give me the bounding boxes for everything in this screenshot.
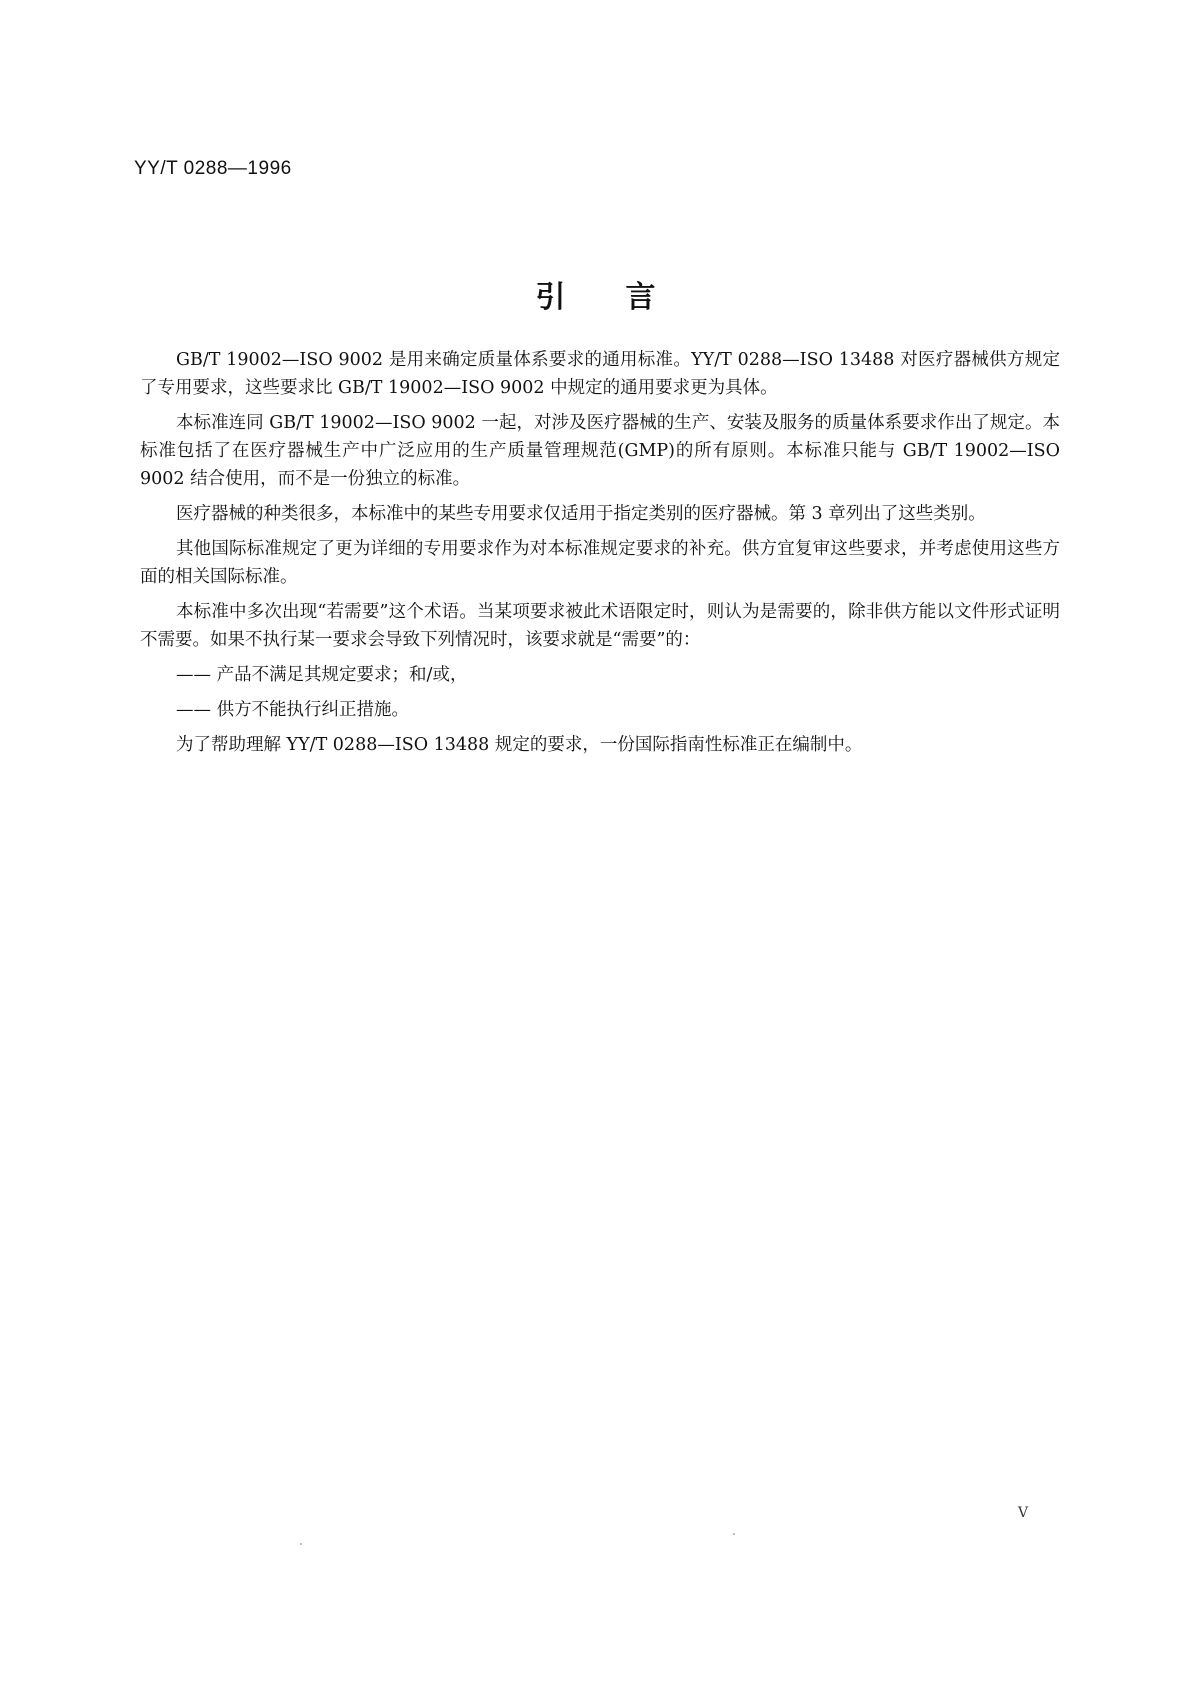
paragraph-4: 其他国际标准规定了更为详细的专用要求作为对本标准规定要求的补充。供方宜复审这些要求，并考虑使用这些方面的相关国际标准。 [140, 539, 1060, 587]
standard-code-header: YY/T 0288—1996 [134, 158, 292, 179]
list-item-1: —— 产品不满足其规定要求；和/或， [176, 665, 468, 685]
page-title: 引言 [535, 280, 716, 315]
document-body [140, 346, 1060, 766]
paragraph-3: 医疗器械的种类很多，本标准中的某些专用要求仅适用于指定类别的医疗器械。第 3 章列出了这些类别。 [176, 504, 986, 524]
list-item-2: —— 供方不能执行纠正措施。 [176, 700, 410, 720]
closing-paragraph: 为了帮助理解 YY/T 0288—ISO 13488 规定的要求，一份国际指南性标准正在编制中。 [176, 735, 863, 755]
paragraph-5: 本标准中多次出现“若需要”这个术语。当某项要求被此术语限定时，则认为是需要的，除非供方能以文件形式证明不需要。如果不执行某一要求会导致下列情况时，该要求就是“需要”的： [140, 602, 1060, 650]
page-number: V [1018, 1505, 1029, 1521]
paragraph-2: 本标准连同 GB/T 19002—ISO 9002 一起，对涉及医疗器械的生产、安装及服务的质量体系要求作出了规定。本标准包括了在医疗器械生产中广泛应用的生产质量管理规范(GMP)的所有原则。本标准只能与 GB/T 19002—ISO 9002 结合使用，而不是一份独立的标准。 [140, 413, 1060, 489]
paragraph-1: GB/T 19002—ISO 9002 是用来确定质量体系要求的通用标准。YY/T 0288—ISO 13488 对医疗器械供方规定了专用要求，这些要求比 GB/T 19002—ISO 9002 中规定的通用要求更为具体。 [140, 350, 1060, 398]
scan-speck [733, 1533, 735, 1535]
scan-speck [300, 1543, 302, 1545]
